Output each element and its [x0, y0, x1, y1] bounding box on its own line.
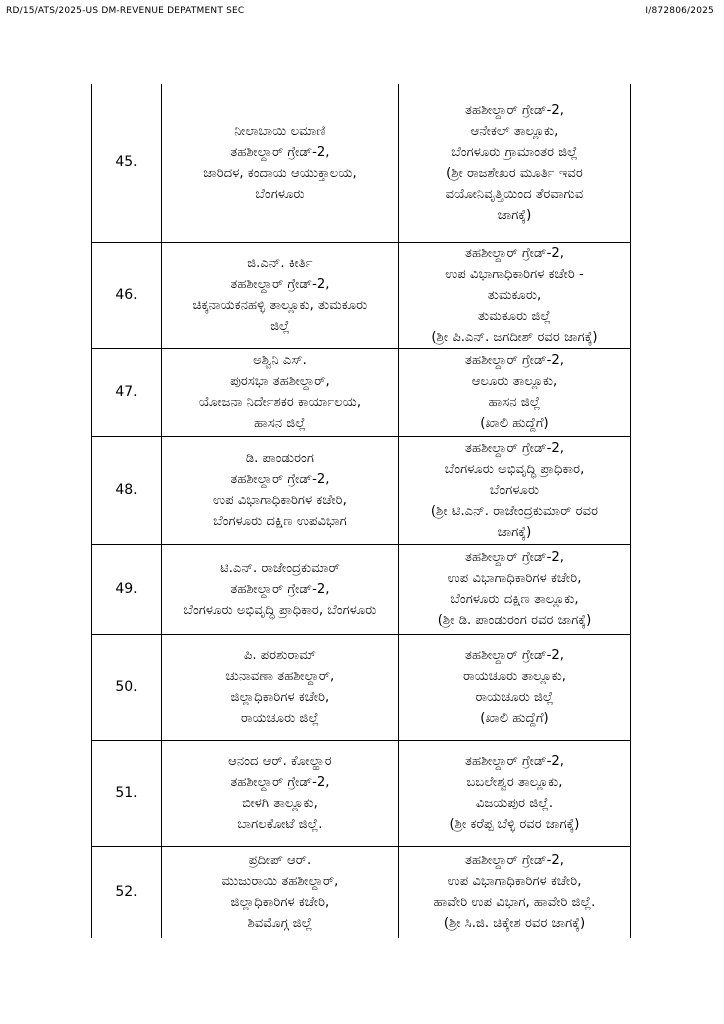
- table-row: [92, 634, 631, 740]
- table-row: [92, 740, 631, 846]
- officer-line: ಜಿಲ್ಲಾಧಿಕಾರಿಗಳ ಕಚೇರಿ,: [230, 690, 330, 705]
- serial-number: 47.: [92, 348, 162, 436]
- serial-number: 50.: [92, 634, 162, 740]
- file-reference: RD/15/ATS/2025-US DM-REVENUE DEPATMENT SEC: [6, 6, 245, 16]
- posting-line: ಬೆಂಗಳೂರು ದಕ್ಷಿಣ ತಾಲ್ಲೂಕು,: [450, 592, 579, 607]
- serial-number: 51.: [92, 740, 162, 846]
- posting-line: ಉಪ ವಿಭಾಗಾಧಿಕಾರಿಗಳ ಕಚೇರಿ -: [445, 266, 584, 282]
- officer-details: [161, 634, 398, 740]
- posting-details: [398, 242, 630, 348]
- posting-line: ತಹಶೀಲ್ದಾರ್ ಗ್ರೇಡ್-2,: [464, 102, 564, 118]
- officer-details: [161, 84, 398, 242]
- posting-line: (ಶ್ರೀ ರಾಜಶೇಖರ ಮೂರ್ತಿ ಇವರ: [446, 165, 583, 181]
- officer-line: ಉಪ ವಿಭಾಗಾಧಿಕಾರಿಗಳ ಕಚೇರಿ,: [213, 493, 347, 508]
- posting-details: [398, 348, 630, 436]
- table-row: [92, 846, 631, 938]
- officer-line: ಬೆಂಗಳೂರು ಅಭಿವೃದ್ಧಿ ಪ್ರಾಧಿಕಾರ, ಬೆಂಗಳೂರು: [183, 602, 377, 618]
- officer-line: ಬಾಗಲಕೋಟೆ ಜಿಲ್ಲೆ.: [237, 817, 323, 832]
- posting-line: ತಹಶೀಲ್ದಾರ್ ಗ್ರೇಡ್-2,: [464, 245, 564, 261]
- posting-line: ತುಮಕೂರು ಜಿಲ್ಲೆ: [478, 308, 551, 324]
- posting-line: ಉಪ ವಿಭಾಗಾಧಿಕಾರಿಗಳ ಕಚೇರಿ,: [447, 571, 582, 586]
- serial-number: 46.: [92, 242, 162, 348]
- table-row: [92, 436, 631, 544]
- document-header: [6, 4, 714, 18]
- officer-details: [161, 846, 398, 938]
- serial-number: 52.: [92, 846, 162, 938]
- posting-details: [398, 436, 630, 544]
- posting-line: ತಹಶೀಲ್ದಾರ್ ಗ್ರೇಡ್-2,: [464, 853, 564, 869]
- posting-line: ವಿಜಯಪುರ ಜಿಲ್ಲೆ.: [475, 796, 554, 811]
- officer-line: ಅಶ್ವಿನಿ ಎಸ್.: [253, 353, 307, 368]
- posting-details: [398, 634, 630, 740]
- officer-line: ಪಿ. ಪರಶುರಾಮ್: [243, 648, 317, 663]
- officer-line: ಬೆಂಗಳೂರು ದಕ್ಷಿಣ ಉಪವಿಭಾಗ: [213, 514, 347, 529]
- officer-line: ಪ್ರದೀಪ್ ಆರ್.: [248, 853, 312, 869]
- officer-line: ತಹಶೀಲ್ದಾರ್ ಗ್ರೇಡ್-2,: [230, 144, 330, 160]
- posting-line: ಆನೇಕಲ್ ತಾಲ್ಲೂಕು,: [470, 123, 559, 139]
- officer-line: ಶಿವಮೊಗ್ಗ ಜಿಲ್ಲೆ: [247, 916, 313, 932]
- posting-line: ರಾಯಚೂರು ಜಿಲ್ಲೆ: [475, 690, 554, 705]
- posting-line: ಬೆಂಗಳೂರು ಅಭಿವೃದ್ಧಿ ಪ್ರಾಧಿಕಾರ,: [444, 461, 585, 477]
- officer-line: ಹಾಸನ ಜಿಲ್ಲೆ: [254, 416, 306, 431]
- officer-line: ಜಿ.ಎನ್. ಕೀರ್ತಿ: [247, 256, 313, 271]
- posting-details: [398, 544, 630, 634]
- posting-line: ಹಾವೇರಿ ಉಪ ವಿಭಾಗ, ಹಾವೇರಿ ಜಿಲ್ಲೆ.: [433, 895, 596, 911]
- officer-line: ರಾಯಚೂರು ಜಿಲ್ಲೆ: [240, 711, 319, 726]
- posting-line: ತಹಶೀಲ್ದಾರ್ ಗ್ರೇಡ್-2,: [464, 754, 564, 769]
- posting-line: ಜಾಗಕ್ಕೆ): [497, 207, 532, 223]
- posting-line: (ಶ್ರೀ ಕರೆಪ್ಪ ಬೆಳ್ಳಿ ರವರ ಜಾಗಕ್ಕೆ): [449, 817, 580, 832]
- officer-details: [161, 348, 398, 436]
- officer-line: ತಹಶೀಲ್ದಾರ್ ಗ್ರೇಡ್-2,: [230, 277, 330, 292]
- serial-number: 49.: [92, 544, 162, 634]
- serial-number: 48.: [92, 436, 162, 544]
- posting-line: ಉಪ ವಿಭಾಗಾಧಿಕಾರಿಗಳ ಕಚೇರಿ,: [447, 874, 582, 890]
- officer-details: [161, 740, 398, 846]
- posting-line: ಬೆಂಗಳೂರು ಗ್ರಾಮಾಂತರ ಜಿಲ್ಲೆ: [451, 144, 578, 160]
- posting-line: ಬೆಂಗಳೂರು: [489, 482, 540, 498]
- posting-line: ಬಬಲೇಶ್ವರ ತಾಲ್ಲೂಕು,: [466, 775, 563, 790]
- table-row: [92, 242, 631, 348]
- officer-line: ತಹಶೀಲ್ದಾರ್ ಗ್ರೇಡ್-2,: [230, 472, 330, 487]
- posting-line: ತಹಶೀಲ್ದಾರ್ ಗ್ರೇಡ್-2,: [464, 550, 564, 565]
- posting-line: ಜಾಗಕ್ಕೆ): [497, 524, 532, 540]
- serial-number: 45.: [92, 84, 162, 242]
- officer-line: ಬೀಳಗಿ ತಾಲ್ಲೂಕು,: [242, 796, 318, 811]
- posting-line: ಆಲೂರು ತಾಲ್ಲೂಕು,: [471, 374, 558, 389]
- officer-line: ತಹಶೀಲ್ದಾರ್ ಗ್ರೇಡ್-2,: [230, 581, 330, 597]
- officer-line: ಜಿಲ್ಲಾಧಿಕಾರಿಗಳ ಕಚೇರಿ,: [230, 895, 330, 911]
- officer-line: ಚುನಾವಣಾ ತಹಶೀಲ್ದಾರ್,: [225, 669, 335, 684]
- posting-line: (ಶ್ರೀ ಸಿ.ಜಿ. ಚಿಕ್ಕೇಶ ರವರ ಜಾಗಕ್ಕೆ): [443, 916, 586, 932]
- posting-line: (ಶ್ರೀ ಡಿ. ಪಾಂಡುರಂಗ ರವರ ಜಾಗಕ್ಕೆ): [437, 613, 592, 628]
- officer-line: ಚಿಕ್ಕನಾಯಕನಹಳ್ಳಿ ತಾಲ್ಲೂಕು, ತುಮಕೂರು: [192, 298, 368, 313]
- officer-line: ತಹಶೀಲ್ದಾರ್ ಗ್ರೇಡ್-2,: [230, 775, 330, 790]
- officer-line: ಯೋಜನಾ ನಿರ್ದೇಶಕರ ಕಾರ್ಯಾಲಯ,: [198, 395, 362, 410]
- posting-line: ತಹಶೀಲ್ದಾರ್ ಗ್ರೇಡ್-2,: [464, 353, 564, 368]
- posting-line: ತುಮಕೂರು,: [487, 287, 542, 303]
- officer-line: ಬೆಂಗಳೂರು: [255, 186, 305, 202]
- table-body: [92, 84, 631, 938]
- posting-details: [398, 84, 630, 242]
- posting-details: [398, 740, 630, 846]
- officer-details: [161, 242, 398, 348]
- transfer-table: [91, 84, 631, 938]
- posting-line: ಹಾಸನ ಜಿಲ್ಲೆ: [488, 395, 541, 410]
- document-number: I/872806/2025: [645, 6, 714, 16]
- officer-line: ಟಿ.ಎನ್. ರಾಜೇಂದ್ರಕುಮಾರ್: [220, 560, 340, 576]
- officer-line: ಜಾರಿದಳ, ಕಂದಾಯ ಆಯುಕ್ತಾಲಯ,: [203, 165, 357, 181]
- officer-line: ಆನಂದ ಆರ್. ಕೋಲ್ಹಾರ: [228, 754, 332, 769]
- posting-line: ವಯೋನಿವೃತ್ತಿಯಿಂದ ತೆರವಾಗುವ: [445, 186, 584, 202]
- posting-line: ರಾಯಚೂರು ತಾಲ್ಲೂಕು,: [462, 669, 566, 684]
- officer-line: ಪುರಸಭಾ ತಹಶೀಲ್ದಾರ್,: [230, 374, 330, 389]
- posting-line: (ಖಾಲಿ ಹುದ್ದೆಗೆ): [480, 711, 549, 726]
- table-row: [92, 348, 631, 436]
- posting-details: [398, 846, 630, 938]
- officer-line: ಡಿ. ಪಾಂಡುರಂಗ: [245, 451, 315, 466]
- officer-line: ಜಿಲ್ಲೆ: [270, 319, 290, 334]
- officer-details: [161, 436, 398, 544]
- posting-line: (ಶ್ರೀ ಪಿ.ಎನ್. ಜಗದೀಶ್ ರವರ ಜಾಗಕ್ಕೆ): [431, 329, 598, 345]
- table-row: [92, 84, 631, 242]
- posting-line: (ಶ್ರೀ ಟಿ.ಎನ್. ರಾಜೇಂದ್ರಕುಮಾರ್ ರವರ: [430, 503, 599, 519]
- posting-line: ತಹಶೀಲ್ದಾರ್ ಗ್ರೇಡ್-2,: [464, 648, 564, 663]
- posting-line: ತಹಶೀಲ್ದಾರ್ ಗ್ರೇಡ್-2,: [464, 440, 564, 456]
- table-row: [92, 544, 631, 634]
- officer-line: ಮುಜುರಾಯಿ ತಹಶೀಲ್ದಾರ್,: [221, 874, 339, 890]
- officer-line: ನೀಲಾಬಾಯಿ ಲಮಾಣಿ: [234, 123, 326, 139]
- officer-details: [161, 544, 398, 634]
- posting-line: (ಖಾಲಿ ಹುದ್ದೆಗೆ): [480, 416, 549, 431]
